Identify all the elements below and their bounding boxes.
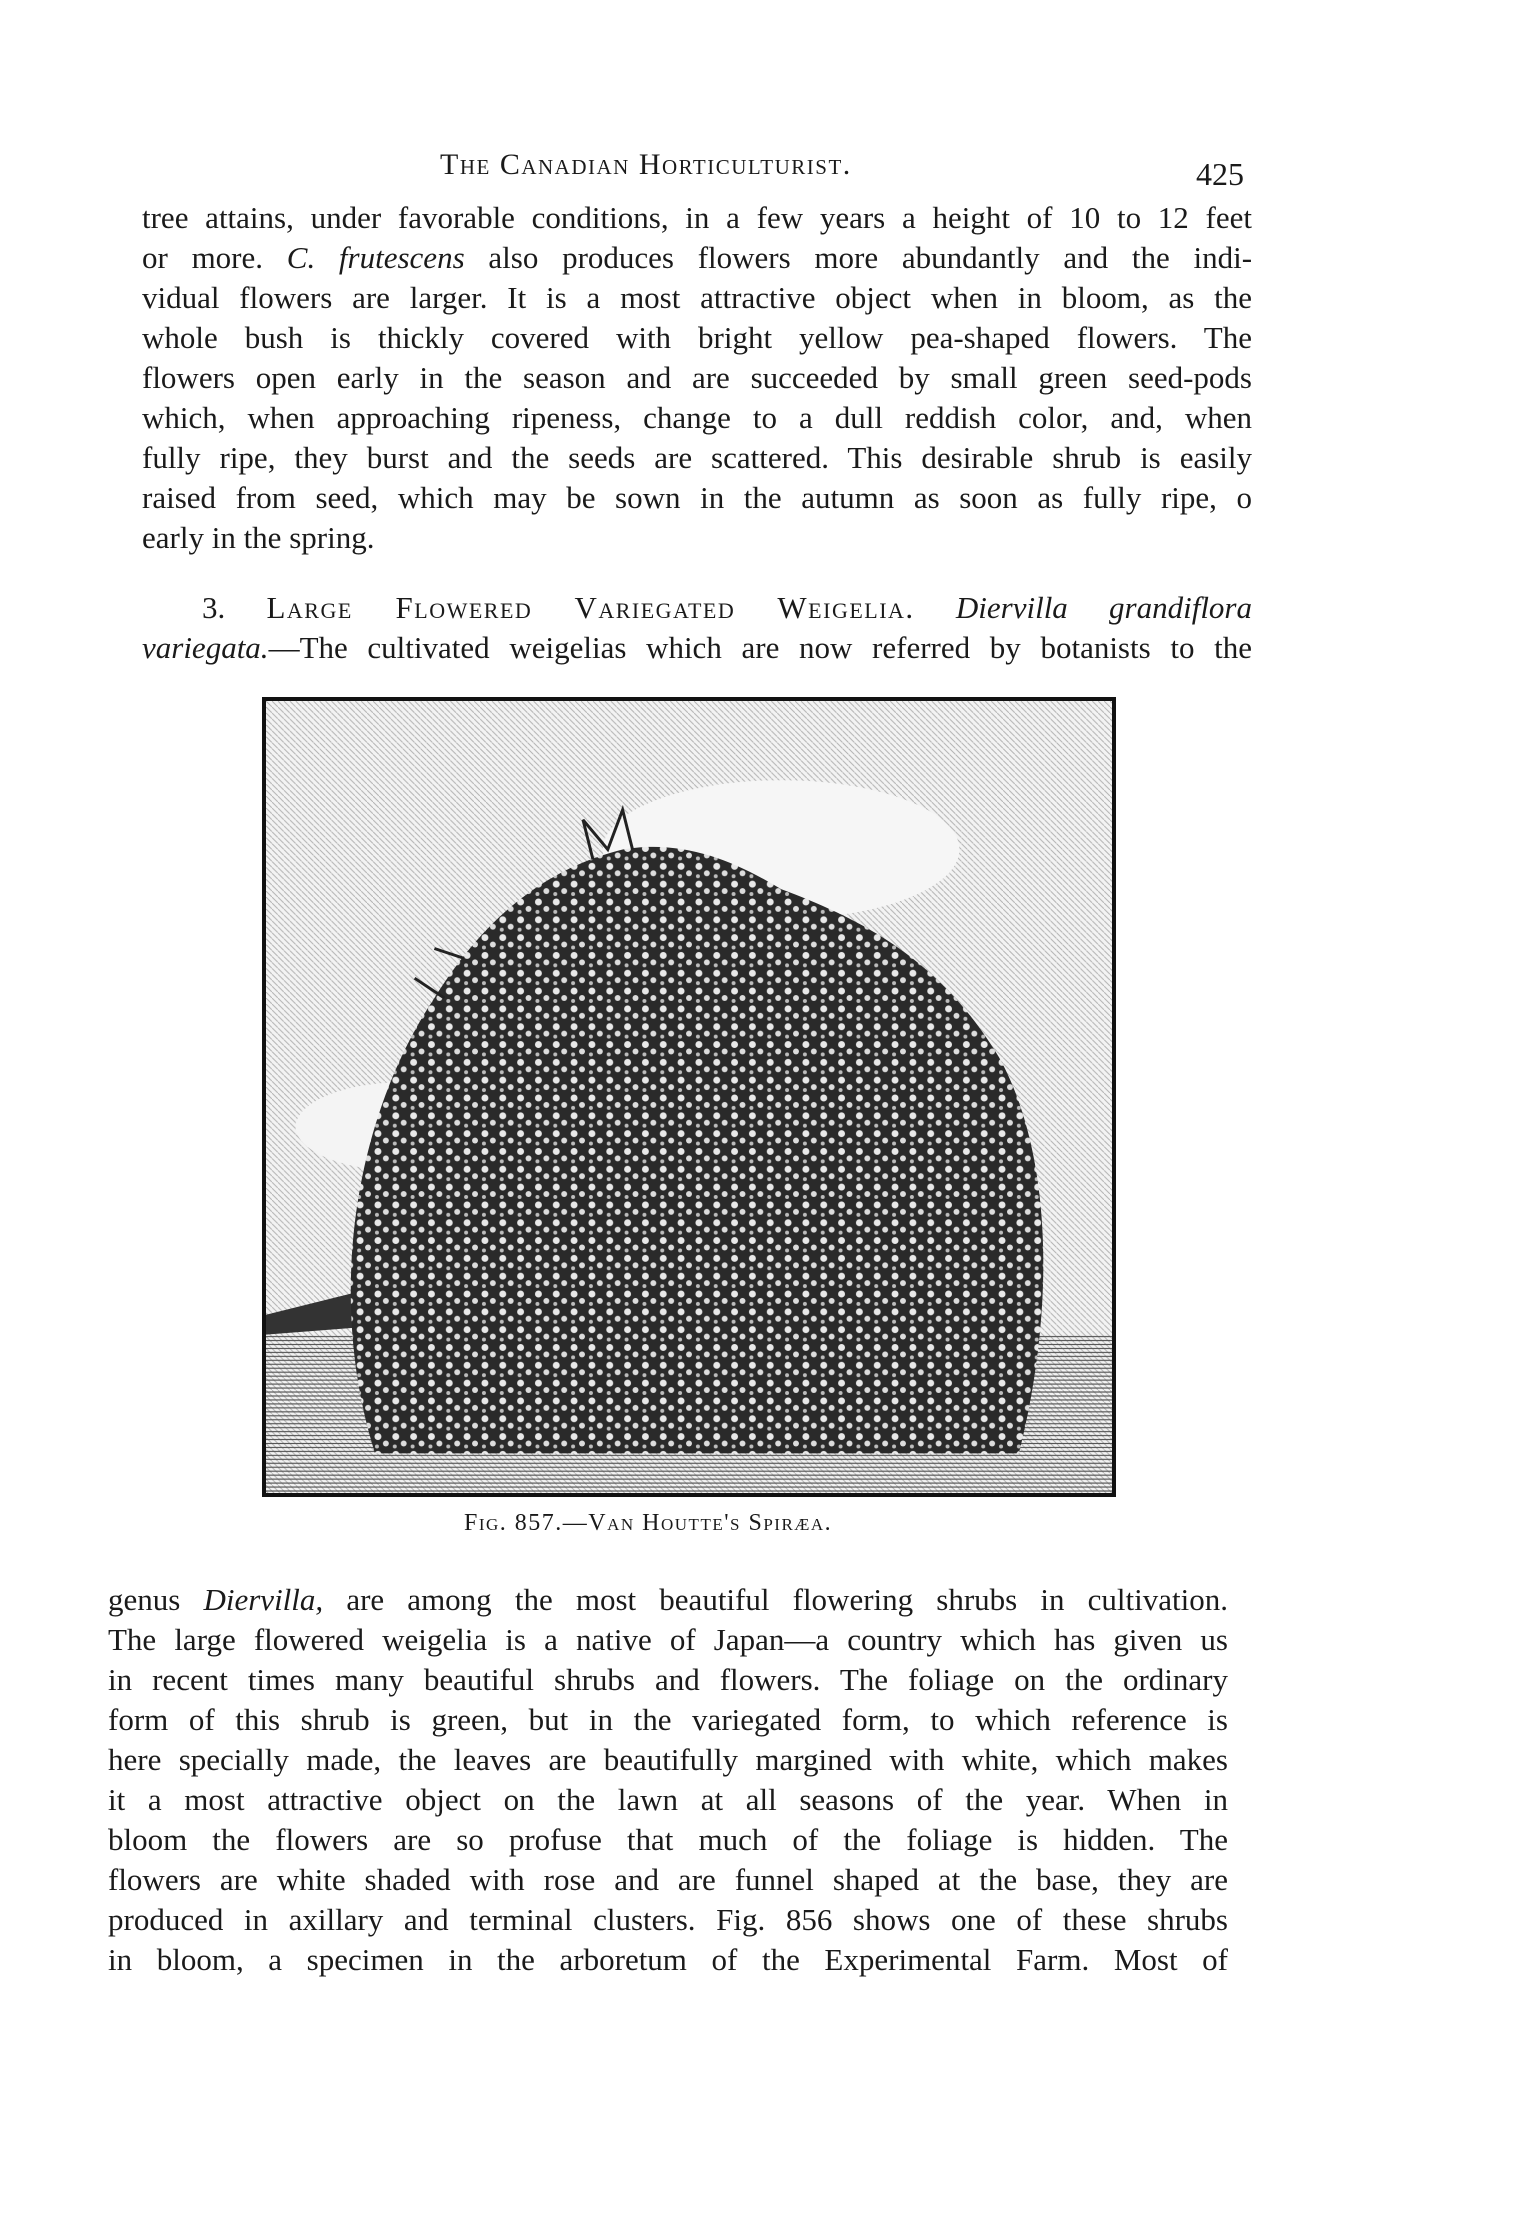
paragraph-line: early in the spring. <box>142 520 375 555</box>
paragraph-line: in recent times many beautiful shrubs and flowers. The foliage on the ordinary <box>108 1662 1228 1697</box>
paragraph-line <box>142 238 1252 278</box>
paragraph-line: form of this shrub is green, but in the variegated form, to which reference is <box>108 1702 1228 1737</box>
paragraph-line: The large flowered weigelia is a native of Japan—a country which has given us <box>108 1622 1228 1657</box>
engraving-image <box>266 701 1112 1493</box>
genus-name: Diervilla, <box>203 1582 324 1617</box>
paragraph-line: flowers are white shaded with rose and are funnel shaped at the base, they are <box>108 1862 1228 1897</box>
paragraph-line: flowers open early in the season and are succeeded by small green seed-pods <box>142 360 1252 395</box>
section-heading: Large Flowered Variegated Weigelia. <box>266 590 915 625</box>
paragraph-line: in bloom, a specimen in the arboretum of the Experimental Farm. Most of <box>108 1942 1228 1977</box>
running-title: The Canadian Horticulturist. <box>440 148 852 181</box>
paragraph-1 <box>142 198 1252 558</box>
text-run: or more. <box>142 240 264 275</box>
page-number: 425 <box>1196 156 1244 192</box>
paragraph-line <box>142 628 1252 668</box>
paragraph-line: bloom the flowers are so profuse that much of the foliage is hidden. The <box>108 1822 1228 1857</box>
text-run: —The cultivated weigelias which are now referred by botanists to the <box>268 630 1252 665</box>
paragraph-line: fully ripe, they burst and the seeds are scattered. This desirable shrub is easily <box>142 440 1252 475</box>
text-run: genus <box>108 1582 181 1617</box>
paragraph-line: which, when approaching ripeness, change to a dull reddish color, and, when <box>142 400 1252 435</box>
shrub-illustration <box>262 697 1116 1497</box>
section-number: 3. <box>202 590 226 625</box>
text-run: are among the most beautiful flowering shrubs in cultivation. <box>346 1582 1228 1617</box>
figure-caption: Fig. 857.—Van Houtte's Spiræa. <box>464 1510 833 1536</box>
paragraph-line: vidual flowers are larger. It is a most attractive object when in bloom, as the <box>142 280 1252 315</box>
paragraph-line: produced in axillary and terminal clusters. Fig. 856 shows one of these shrubs <box>108 1902 1228 1937</box>
paragraph-line: it a most attractive object on the lawn at all seasons of the year. When in <box>108 1782 1228 1817</box>
latin-name-continued: variegata. <box>142 630 269 665</box>
latin-name: Diervilla grandiflora <box>955 590 1252 625</box>
paragraph-line: whole bush is thickly covered with bright yellow pea-shaped flowers. The <box>142 320 1252 355</box>
paragraph-line <box>108 1580 1228 1620</box>
text-run: also produces flowers more abundantly and the indi- <box>488 240 1253 275</box>
paragraph-3 <box>108 1580 1228 1980</box>
paragraph-line: here specially made, the leaves are beautifully margined with white, which makes <box>108 1742 1228 1777</box>
species-name: C. frutescens <box>286 240 465 275</box>
paragraph-2 <box>142 588 1252 668</box>
paragraph-line: tree attains, under favorable conditions, in a few years a height of 10 to 12 feet <box>142 200 1252 235</box>
section-heading-line <box>142 588 1252 628</box>
paragraph-line: raised from seed, which may be sown in the autumn as soon as fully ripe, o <box>142 480 1252 515</box>
